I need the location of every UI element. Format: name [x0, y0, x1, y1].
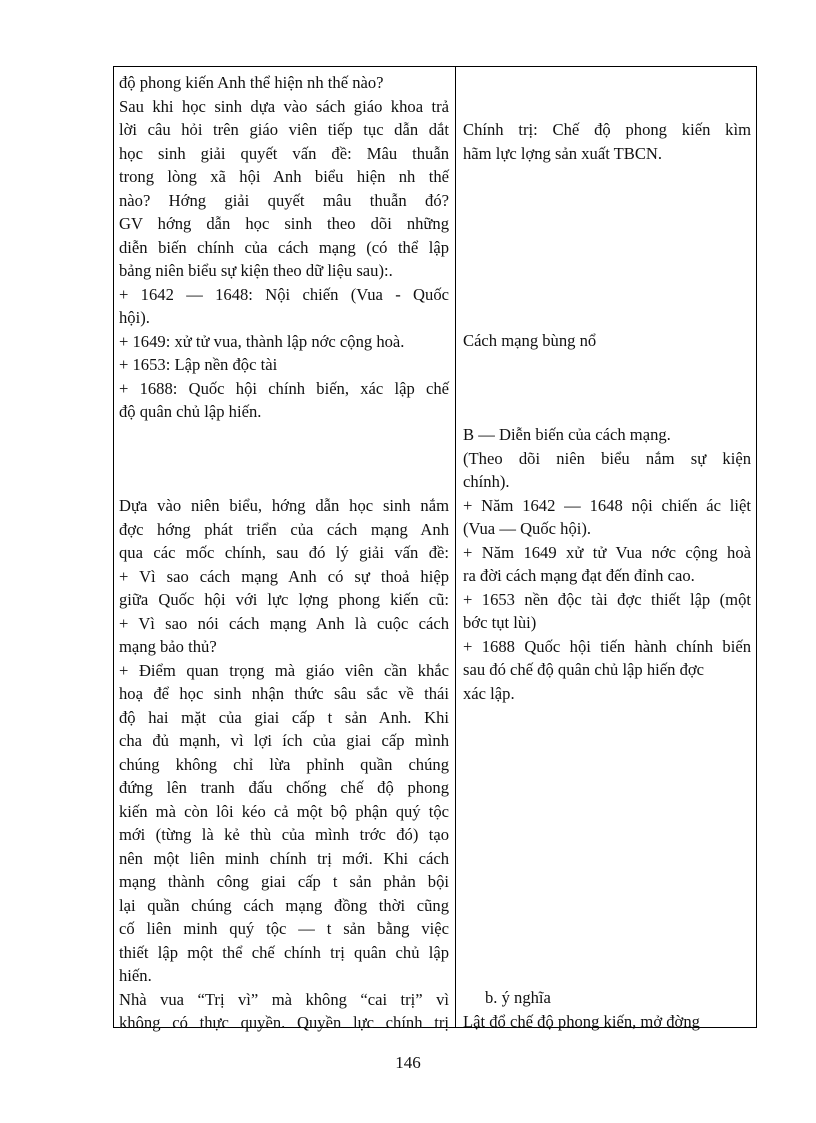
left-text-line: + Vì sao cách mạng Anh có sự thoả hiệp	[119, 566, 449, 586]
events-line: chính).	[463, 472, 510, 491]
left-text-line: cố liên minh quý tộc — t sản bằng việc	[119, 919, 449, 938]
left-text-line: + Điểm quan trọng mà giáo viên cần khắc	[119, 660, 449, 680]
left-text-line: độ phong kiến Anh thể hiện nh thế nào?	[119, 73, 384, 92]
meaning-heading: b. ý nghĩa	[485, 988, 551, 1007]
left-text-line: độ quân chủ lập hiến.	[119, 402, 262, 421]
left-text-line: đợc hớng phát triển của cách mạng Anh	[119, 519, 449, 539]
left-text-line: Sau khi học sinh dựa vào sách giáo khoa trả	[119, 96, 449, 116]
left-text-line: nào? Hớng giải quyết mâu thuẫn đó?	[119, 190, 449, 210]
left-text-line: lại quần chúng cách mạng đồng thời cũng	[119, 895, 449, 915]
left-text-line: hội).	[119, 308, 150, 327]
left-text-line	[119, 471, 449, 495]
left-text-line: + 1653: Lập nền độc tài	[119, 355, 278, 374]
events-line: + Năm 1649 xử tử Vua nớc cộng hoà	[463, 542, 751, 562]
politics-line: hãm lực lợng sản xuất TBCN.	[463, 143, 663, 163]
right-politics-block	[463, 118, 751, 165]
left-text-line: + 1688: Quốc hội chính biến, xác lập chế	[119, 378, 449, 398]
left-text-line: không có thực quyền. Quyền lực chính trị	[119, 1013, 449, 1032]
events-line: + 1653 nền độc tài đợc thiết lập (một	[463, 589, 751, 609]
left-text-line: mạng bảo thủ?	[119, 637, 217, 656]
left-text-line: + Vì sao nói cách mạng Anh là cuộc cách	[119, 613, 449, 633]
right-events-block	[463, 423, 751, 705]
events-line: xác lập.	[463, 683, 515, 703]
politics-line: Chính trị: Chế độ phong kiến kìm	[463, 120, 751, 139]
events-line: sau đó chế độ quân chủ lập hiến đợc	[463, 660, 705, 679]
left-text-line: mới (từng là kẻ thù của mình trớc đó) tạo	[119, 825, 449, 844]
right-meaning-block	[463, 986, 751, 1033]
left-text-line: Nhà vua “Trị vì” mà không “cai trị” vì	[119, 989, 449, 1009]
left-text-line: thiết lập một thể chế chính trị quân chủ lập	[119, 942, 449, 962]
left-text-line: lời câu hỏi trên giáo viên tiếp tục dẫn dắt	[119, 120, 449, 139]
events-line: + 1688 Quốc hội tiến hành chính biến	[463, 636, 751, 656]
left-text-line: độ hai mặt của giai cấp t sản Anh. Khi	[119, 707, 449, 727]
left-text-line: mạng thành công giai cấp t sản phản bội	[119, 872, 449, 891]
left-text-line	[119, 447, 449, 471]
left-text-line	[119, 424, 449, 448]
column-divider	[455, 66, 456, 1028]
events-line: bớc tụt lùi)	[463, 613, 537, 632]
left-text-line: nên một liên minh chính trị mới. Khi cách	[119, 848, 449, 868]
events-line: ra đời cách mạng đạt đến đỉnh cao.	[463, 566, 695, 585]
left-text-line: hoạ để học sinh nhận thức sâu sắc về thái	[119, 684, 449, 703]
events-line: + Năm 1642 — 1648 nội chiến ác liệt	[463, 495, 751, 515]
events-line: (Vua — Quốc hội).	[463, 519, 592, 538]
right-outbreak-block	[463, 329, 751, 353]
outbreak-line: Cách mạng bùng nổ	[463, 331, 597, 350]
page-number: 146	[395, 1053, 421, 1072]
left-text-line: trong lòng xã hội Anh biểu hiện nh thế	[119, 167, 449, 186]
left-text-line: đứng lên tranh đấu chống chế độ phong	[119, 778, 449, 797]
meaning-line: Lật đổ chế độ phong kiến, mở đờng	[463, 1011, 700, 1031]
left-text-line: qua các mốc chính, sau đó lý giải vấn đề:	[119, 543, 449, 562]
left-text-line: bảng niên biểu sự kiện theo dữ liệu sau):.	[119, 261, 393, 280]
left-text-line: GV hớng dẫn học sinh theo dõi những	[119, 214, 449, 233]
left-text-line: cha đủ mạnh, vì lợi ích của giai cấp mình	[119, 731, 449, 750]
left-text-line: học sinh giải quyết vấn đề: Mâu thuẫn	[119, 143, 449, 163]
left-text-line: + 1649: xử tử vua, thành lập nớc cộng hoà.	[119, 331, 405, 351]
left-text-line: diễn biến chính của cách mạng (có thể lập	[119, 237, 449, 257]
left-text-line: Dựa vào niên biểu, hớng dẫn học sinh nắm	[119, 496, 449, 515]
left-text-line: giữa Quốc hội với lực lợng phong kiến cũ:	[119, 590, 449, 609]
events-line: B — Diễn biến của cách mạng.	[463, 425, 671, 444]
left-text-line: hiến.	[119, 966, 152, 985]
left-text-line: kiến mà còn lôi kéo cả một bộ phận quý tộc	[119, 801, 449, 821]
events-line: (Theo dõi niên biểu nắm sự kiện	[463, 448, 751, 468]
left-text-line: chúng không chỉ lừa phỉnh quần chúng	[119, 754, 449, 774]
left-column	[119, 71, 449, 1035]
left-text-line: + 1642 — 1648: Nội chiến (Vua - Quốc	[119, 284, 449, 304]
